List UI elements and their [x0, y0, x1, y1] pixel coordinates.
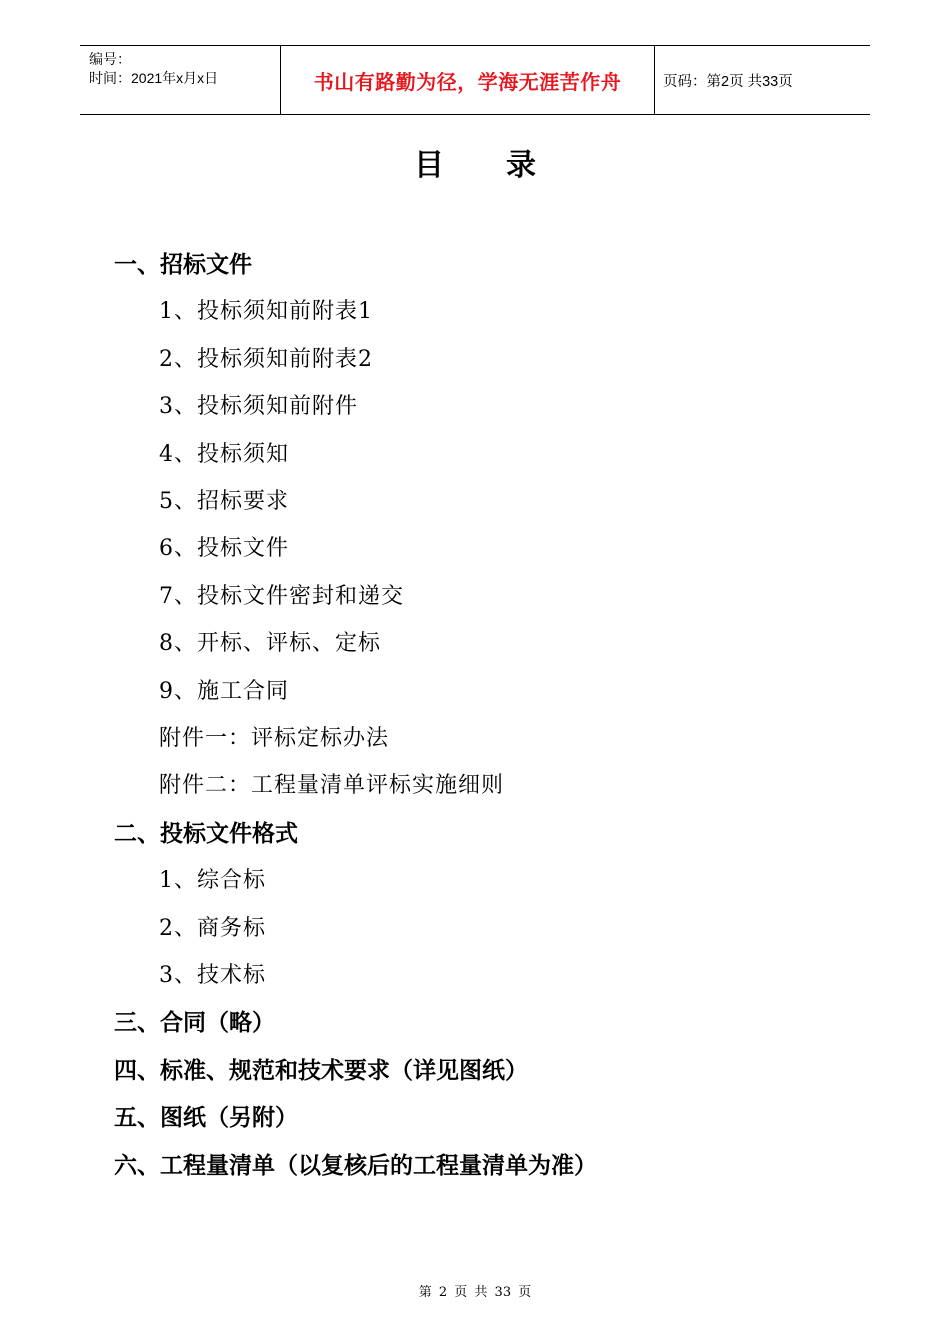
toc-item: 3、技术标 [159, 963, 266, 988]
time-label: 时间：2021年x月x日 [89, 70, 219, 86]
header-meta [80, 46, 281, 114]
toc-section: 六、工程量清单（以复核后的工程量清单为准） [114, 1152, 597, 1179]
toc-section: 三、合同（略） [114, 1010, 275, 1037]
toc-item: 4、投标须知 [159, 441, 289, 467]
toc-section: 一、招标文件 [114, 252, 252, 278]
toc-item: 3、投标须知前附件 [159, 394, 358, 420]
toc-item: 6、投标文件 [159, 536, 289, 562]
number-label: 编号： [89, 51, 131, 67]
page-header [80, 45, 870, 115]
toc-item: 7、投标文件密封和递交 [159, 583, 404, 609]
page-title [0, 140, 950, 184]
toc-section: 五、图纸（另附） [114, 1105, 298, 1132]
header-motto: 书山有路勤为径，学海无涯苦作舟 [281, 46, 655, 114]
title-char-1: 目 [414, 148, 444, 183]
title-char-2: 录 [506, 148, 536, 183]
toc-section: 四、标准、规范和技术要求（详见图纸） [114, 1057, 528, 1084]
toc-item: 附件一：评标定标办法 [159, 726, 390, 751]
page-footer: 第 2 页 共 33 页 [418, 1285, 532, 1300]
toc-item: 1、综合标 [159, 868, 266, 894]
toc-item: 1、投标须知前附表1 [159, 299, 373, 325]
toc-item: 2、商务标 [159, 915, 266, 941]
toc-item: 附件二：工程量清单评标实施细则 [159, 773, 505, 799]
toc-item: 9、施工合同 [159, 678, 289, 704]
toc-item: 5、招标要求 [159, 489, 289, 514]
toc-item: 2、投标须知前附表2 [159, 346, 373, 372]
toc-section: 二、投标文件格式 [114, 820, 298, 847]
header-page-info: 页码：第2页 共33页 [663, 73, 793, 90]
toc-item: 8、开标、评标、定标 [159, 631, 381, 657]
